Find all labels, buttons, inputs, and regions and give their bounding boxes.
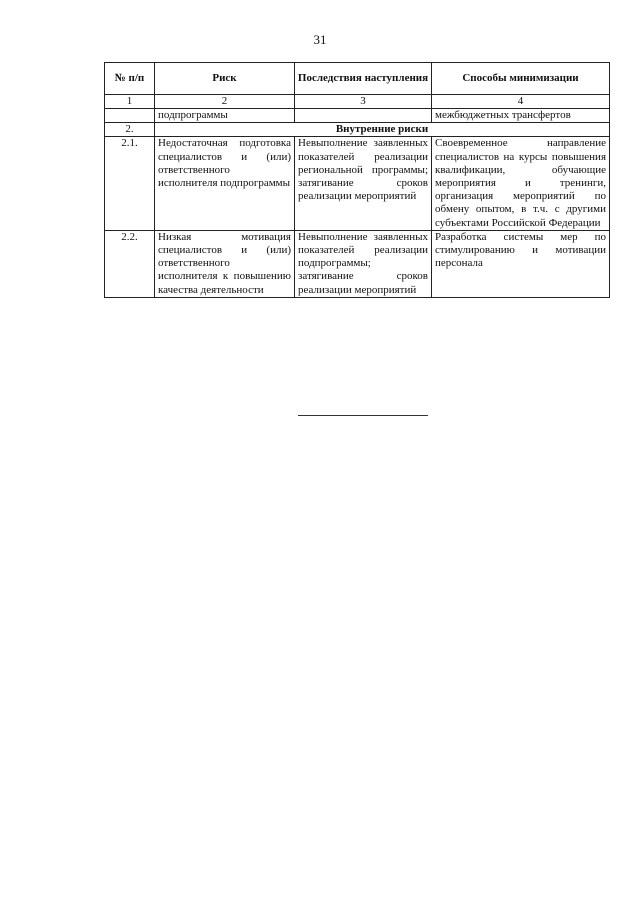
column-number: 1 bbox=[105, 95, 155, 109]
continuation-row bbox=[105, 109, 610, 123]
column-numbering-row bbox=[105, 95, 610, 109]
continuation-num bbox=[105, 109, 155, 123]
column-number: 2 bbox=[155, 95, 295, 109]
header-minimization: Способы минимизации bbox=[432, 63, 610, 95]
section-row bbox=[105, 123, 610, 137]
continuation-minimization: межбюджетных трансфертов bbox=[432, 109, 610, 123]
row-minimization: Разработка системы мер по стимулированию и мотивации персонала bbox=[432, 230, 610, 297]
header-num: № п/п bbox=[105, 63, 155, 95]
column-number: 4 bbox=[432, 95, 610, 109]
row-risk: Низкая мотивация специалистов и (или) ответственного исполнителя к повышению качества деятельности bbox=[155, 230, 295, 297]
section-num: 2. bbox=[105, 123, 155, 137]
row-consequences: Невыполнение заявленных показателей реализации региональной программы; затягивание сроков реализации мероприятий bbox=[295, 137, 432, 230]
header-row bbox=[105, 63, 610, 95]
column-number: 3 bbox=[295, 95, 432, 109]
section-title: Внутренние риски bbox=[155, 123, 610, 137]
continuation-risk: подпрограммы bbox=[155, 109, 295, 123]
table-row bbox=[105, 230, 610, 297]
row-minimization: Своевременное направление специалистов на курсы повышения квалификации, обучающие мероприятия и тренинги, организация мероприятий по обмену опытом, в т.ч. с другими субъектами Российской Федерации bbox=[432, 137, 610, 230]
table-row bbox=[105, 137, 610, 230]
page-number: 31 bbox=[313, 32, 327, 47]
footer-divider bbox=[298, 415, 428, 416]
header-risk: Риск bbox=[155, 63, 295, 95]
row-risk: Недостаточная подготовка специалистов и (или) ответственного исполнителя подпрограммы bbox=[155, 137, 295, 230]
row-consequences: Невыполнение заявленных показателей реализации подпрограммы; затягивание сроков реализации мероприятий bbox=[295, 230, 432, 297]
risk-table bbox=[104, 62, 610, 298]
continuation-consequences bbox=[295, 109, 432, 123]
row-num: 2.2. bbox=[105, 230, 155, 297]
header-consequences: Последствия наступления bbox=[295, 63, 432, 95]
row-num: 2.1. bbox=[105, 137, 155, 230]
